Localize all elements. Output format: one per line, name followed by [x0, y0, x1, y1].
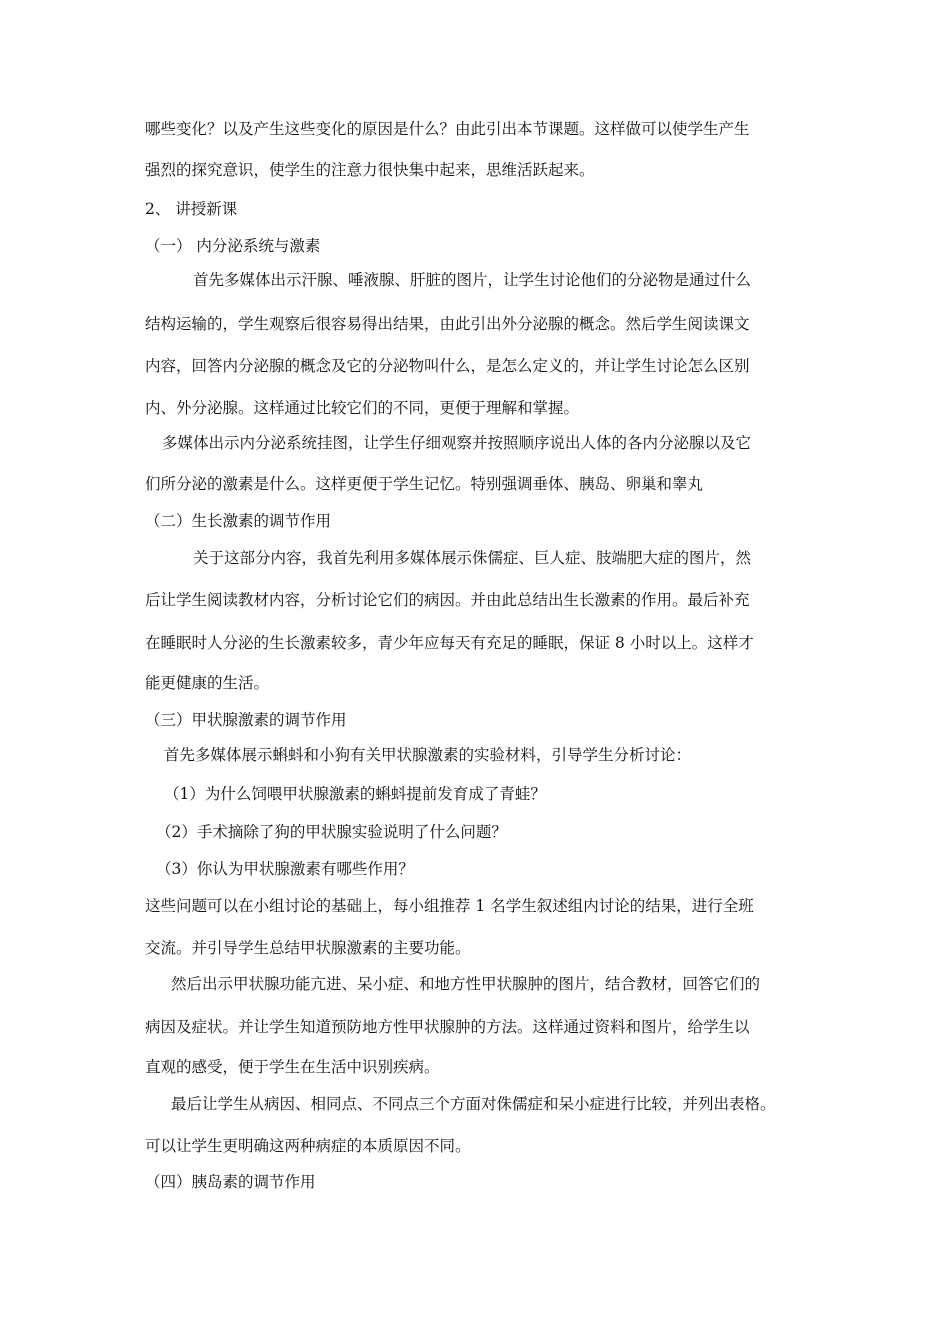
- paragraph-line: 在睡眠时人分泌的生长激素较多，青少年应每天有充足的睡眠，保证 8 小时以上。这样才: [145, 634, 754, 652]
- paragraph-line: 哪些变化？以及产生这些变化的原因是什么？由此引出本节课题。这样做可以使学生产生: [145, 120, 750, 138]
- paragraph-line: 交流。并引导学生总结甲状腺激素的主要功能。: [145, 939, 471, 957]
- paragraph-line: 直观的感受，便于学生在生活中识别疾病。: [145, 1058, 440, 1076]
- section-heading: 2、 讲授新课: [145, 200, 238, 218]
- list-item: （2）手术摘除了狗的甲状腺实验说明了什么问题？: [156, 823, 507, 841]
- paragraph-line: 关于这部分内容，我首先利用多媒体展示侏儒症、巨人症、肢端肥大症的图片，然: [193, 549, 752, 567]
- paragraph-line: 这些问题可以在小组讨论的基础上，每小组推荐 1 名学生叙述组内讨论的结果，进行全班: [145, 897, 754, 915]
- paragraph-line: 内、外分泌腺。这样通过比较它们的不同，更便于理解和掌握。: [145, 399, 580, 417]
- subsection-heading: （四）胰岛素的调节作用: [145, 1173, 316, 1191]
- paragraph-line: 强烈的探究意识，使学生的注意力很快集中起来，思维活跃起来。: [145, 161, 595, 179]
- list-item: （3）你认为甲状腺激素有哪些作用？: [156, 860, 414, 878]
- paragraph-line: 多媒体出示内分泌系统挂图，让学生仔细观察并按照顺序说出人体的各内分泌腺以及它: [162, 434, 752, 452]
- paragraph-line: 结构运输的，学生观察后很容易得出结果，由此引出外分泌腺的概念。然后学生阅读课文: [145, 315, 750, 333]
- paragraph-line: 能更健康的生活。: [145, 674, 270, 692]
- paragraph-line: 后让学生阅读教材内容，分析讨论它们的病因。并由此总结出生长激素的作用。最后补充: [145, 591, 750, 609]
- paragraph-line: 首先多媒体展示蝌蚪和小狗有关甲状腺激素的实验材料，引导学生分析讨论：: [164, 746, 692, 764]
- paragraph-line: 首先多媒体出示汗腺、唾液腺、肝脏的图片，让学生讨论他们的分泌物是通过什么: [193, 271, 752, 289]
- list-item: （1）为什么饲喂甲状腺激素的蝌蚪提前发育成了青蛙？: [164, 785, 546, 803]
- paragraph-line: 们所分泌的激素是什么。这样更便于学生记忆。特别强调垂体、胰岛、卵巢和睾丸: [145, 475, 704, 493]
- paragraph-line: 可以让学生更明确这两种病症的本质原因不同。: [145, 1137, 471, 1155]
- paragraph-line: 然后出示甲状腺功能亢进、呆小症、和地方性甲状腺肿的图片，结合教材，回答它们的: [171, 975, 761, 993]
- paragraph-line: 病因及症状。并让学生知道预防地方性甲状腺肿的方法。这样通过资料和图片，给学生以: [145, 1018, 750, 1036]
- subsection-heading: （一） 内分泌系统与激素: [145, 237, 321, 255]
- subsection-heading: （二）生长激素的调节作用: [145, 512, 332, 530]
- subsection-heading: （三）甲状腺激素的调节作用: [145, 711, 347, 729]
- paragraph-line: 最后让学生从病因、相同点、不同点三个方面对侏儒症和呆小症进行比较，并列出表格。: [171, 1095, 776, 1113]
- paragraph-line: 内容，回答内分泌腺的概念及它的分泌物叫什么，是怎么定义的，并让学生讨论怎么区别: [145, 357, 750, 375]
